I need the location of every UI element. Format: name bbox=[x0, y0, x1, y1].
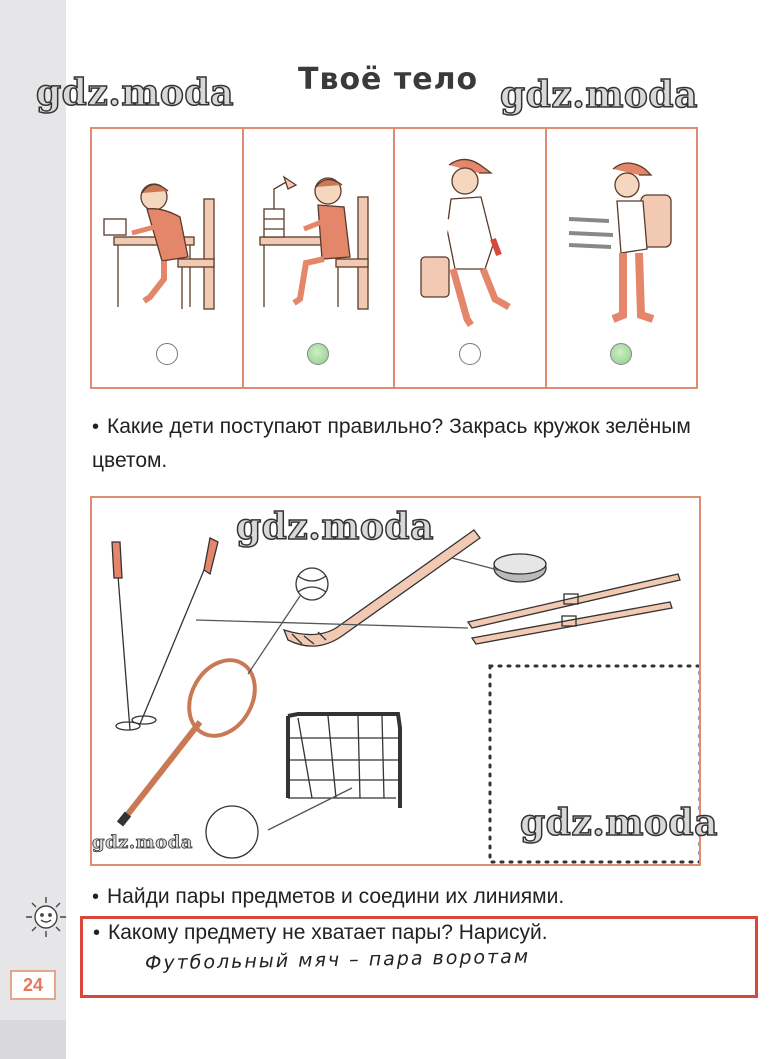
panel-boy-writing bbox=[244, 129, 396, 387]
answer-box[interactable] bbox=[80, 916, 758, 998]
answer-circle-3[interactable] bbox=[459, 343, 481, 365]
football bbox=[206, 806, 258, 858]
posture-panels bbox=[90, 127, 698, 389]
page-number: 24 bbox=[10, 970, 56, 1000]
posture-instruction-text: Какие дети поступают правильно? Закрась кружок зелёным цветом. bbox=[92, 415, 691, 472]
page-margin-footer bbox=[0, 1020, 66, 1059]
skis bbox=[468, 574, 680, 644]
watermark: gdz.moda bbox=[520, 802, 718, 844]
handwritten-answer: Футбольный мяч – пара воротам bbox=[144, 945, 531, 975]
pairs-instruction-text: Найди пары предметов и соедини их линиями. bbox=[107, 885, 565, 908]
draw-instruction-text: Какому предмету не хватает пары? Нарисуй. bbox=[108, 921, 548, 944]
bullet-icon: • bbox=[92, 886, 100, 908]
watermark: gdz.moda bbox=[92, 832, 193, 853]
pairs-instruction bbox=[92, 880, 564, 914]
tennis-racket bbox=[120, 648, 268, 824]
posture-instruction bbox=[92, 410, 702, 478]
watermark: gdz.moda bbox=[36, 72, 234, 114]
watermark: gdz.moda bbox=[236, 506, 434, 548]
bullet-icon: • bbox=[93, 922, 101, 944]
panel-boy-carrying-bag bbox=[395, 129, 547, 387]
answer-circle-1[interactable] bbox=[156, 343, 178, 365]
page-title: Твоё тело bbox=[298, 62, 479, 97]
football-goal bbox=[288, 714, 400, 808]
sun-icon bbox=[22, 893, 70, 941]
tennis-ball bbox=[296, 568, 328, 600]
bullet-icon: • bbox=[92, 416, 100, 438]
draw-instruction bbox=[93, 921, 548, 945]
puck bbox=[494, 554, 546, 582]
page-margin-strip bbox=[0, 0, 66, 1020]
panel-boy-backpack bbox=[547, 129, 697, 387]
panel-boy-reading bbox=[92, 129, 244, 387]
watermark: gdz.moda bbox=[500, 74, 698, 116]
